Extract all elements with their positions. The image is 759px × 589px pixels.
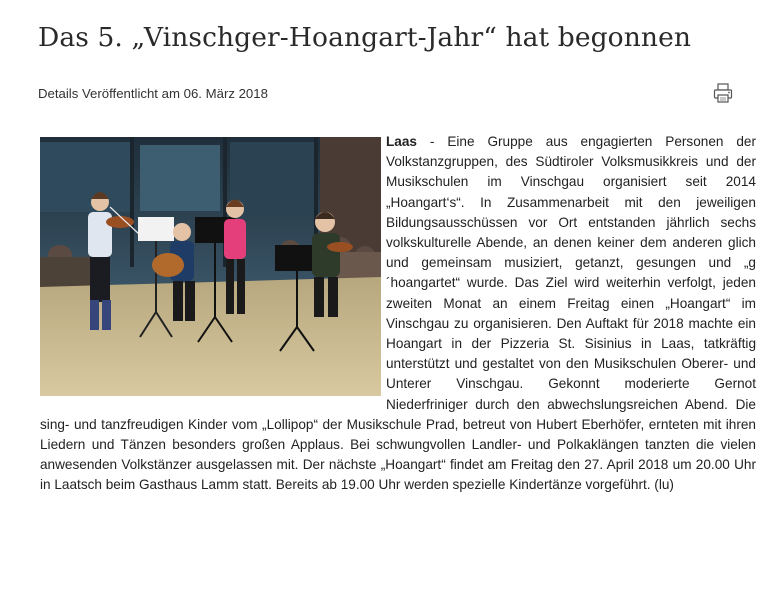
photo-spacer <box>40 132 386 398</box>
printer-icon[interactable] <box>712 82 734 104</box>
article-body-text: - Eine Gruppe aus engagierten Personen der Volkstanzgruppen, des Südtiroler Volksmusikkreis und der Musikschulen im Vinschgau organisiert seit 2014 „Hoangart‘s“. In Zusammenarbeit mit den jeweiligen Bildungsausschüssen vor Ort entstanden jährlich sechs volkskulturelle Abende, an denen keiner dem anderen glich und gemeinsam musiziert, getanzt, gesungen und „g´hoangartet“ wurde. Das Ziel wird weiterhin verfolgt, jeden zweiten Monat an einem Freitag einen „Hoangart“ im Vinschgau zu organisieren. Den Auftakt für 2018 machte ein Hoangart in der Pizzeria St. Sisinius in Laas, tatkräftig unterstützt und gestaltet von den Musikschulen Oberer- und Unterer Vinschgau. Gekonnt moderierte Gernot Niederfriniger durch den abwechslungsreichen Abend. Die sing- und tanzfreudigen Kinder vom „Lollipop“ der Musikschule Prad, betreut von Hubert Eberhöfer, ernteten mit ihren Liedern und Tänzen besonders großen Applaus. Bei schwungvollen Landler- und Polkaklängen tanzten die vielen anwesenden Volkstänzer ausgelassen mit. Der nächste „Hoangart“ findet am Freitag den 27. April 2018 um 20.00 Uhr in Laatsch beim Gasthaus Lamm statt. Bereits ab 19.00 Uhr werden spezielle Kindertänze vorgeführt. (lu) <box>40 134 756 493</box>
article-body <box>40 132 756 496</box>
article-meta: Details Veröffentlicht am 06. März 2018 <box>38 86 268 101</box>
article-lead: Laas <box>386 134 417 149</box>
article-title: Das 5. „Vinschger-Hoangart-Jahr“ hat begonnen <box>38 22 692 53</box>
